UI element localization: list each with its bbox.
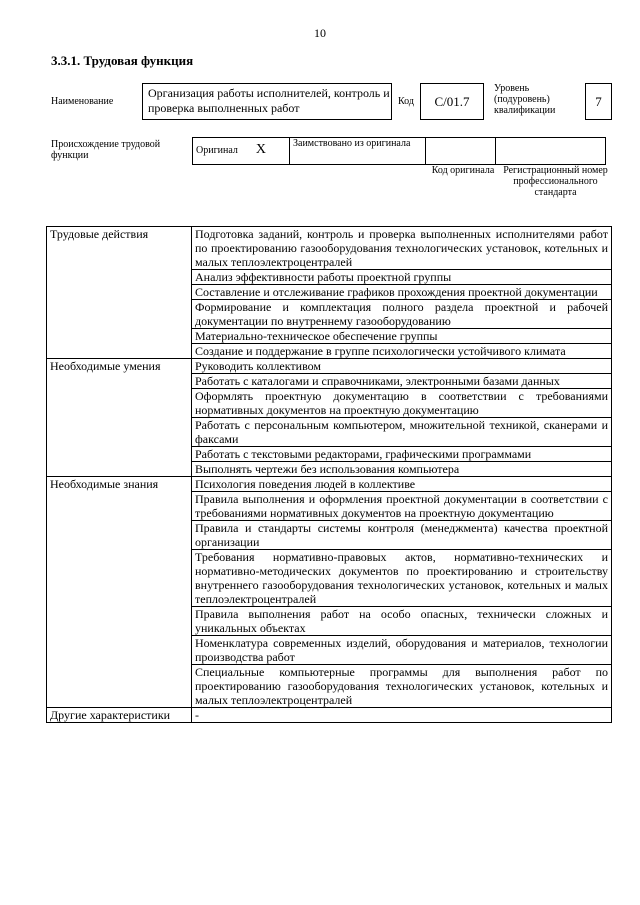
category-cell: Трудовые действия [47, 227, 192, 359]
item-cell: Подготовка заданий, контроль и проверка выполненных исполнителями работ по проектированию газооборудования технологических установок, котельных и малых теплоэлектроцентралей [192, 227, 612, 270]
reg-caption: Регистрационный номер профессионального стандарта [503, 165, 608, 198]
category-cell: Необходимые знания [47, 477, 192, 708]
original-label: Оригинал [196, 145, 238, 156]
origin-table [192, 137, 606, 165]
borrowed-label: Заимствовано из оригинала [290, 138, 426, 165]
item-cell: - [192, 708, 612, 723]
item-cell: Работать с каталогами и справочниками, электронными базами данных [192, 374, 612, 389]
code-caption: Код оригинала [431, 165, 495, 176]
origin-code-cell [426, 138, 496, 165]
item-cell: Создание и поддержание в группе психологически устойчивого климата [192, 344, 612, 359]
item-cell: Выполнять чертежи без использования компьютера [192, 462, 612, 477]
table-row [47, 227, 612, 270]
table-row [47, 477, 612, 492]
item-cell: Требования нормативно-правовых актов, нормативно-технических и нормативно-методических документов по проектированию и строительству внутреннего газооборудования технологических установок, котельных и малых теплоэлектроцентралей [192, 550, 612, 607]
item-cell: Работать с персональным компьютером, множительной техникой, сканерами и факсами [192, 418, 612, 447]
item-cell: Работать с текстовыми редакторами, графическими программами [192, 447, 612, 462]
item-cell: Правила и стандарты системы контроля (менеджмента) качества проектной организации [192, 521, 612, 550]
item-cell: Правила выполнения работ на особо опасных, технически сложных и уникальных объектах [192, 607, 612, 636]
original-mark: X [255, 142, 267, 157]
original-cell [193, 138, 290, 165]
name-label: Наименование [51, 96, 114, 107]
table-row [47, 359, 612, 374]
page-number: 10 [314, 26, 326, 40]
function-code: С/01.7 [420, 83, 484, 120]
function-name: Организация работы исполнителей, контроль и проверка выполненных работ [142, 83, 392, 120]
category-cell: Другие характеристики [47, 708, 192, 723]
item-cell: Анализ эффективности работы проектной группы [192, 270, 612, 285]
item-cell: Психология поведения людей в коллективе [192, 477, 612, 492]
code-label: Код [398, 96, 414, 107]
reg-number-cell [496, 138, 606, 165]
item-cell: Номенклатура современных изделий, оборудования и материалов, технологии производства работ [192, 636, 612, 665]
section-title: 3.3.1. Трудовая функция [51, 53, 194, 68]
item-cell: Формирование и комплектация полного раздела проектной и рабочей документации по внутреннему газооборудованию [192, 300, 612, 329]
item-cell: Составление и отслеживание графиков прохождения проектной документации [192, 285, 612, 300]
item-cell: Оформлять проектную документацию в соответствии с требованиями нормативных документов на проектную документацию [192, 389, 612, 418]
item-cell: Руководить коллективом [192, 359, 612, 374]
table-row [47, 708, 612, 723]
level-label: Уровень (подуровень) квалификации [494, 83, 556, 116]
origin-label: Происхождение трудовой функции [51, 139, 161, 161]
item-cell: Правила выполнения и оформления проектной документации в соответствии с требованиями нормативных документов на проектную документацию [192, 492, 612, 521]
item-cell: Материально-техническое обеспечение группы [192, 329, 612, 344]
item-cell: Специальные компьютерные программы для выполнения работ по проектированию газооборудования технологических установок, котельных и малых теплоэлектроцентралей [192, 665, 612, 708]
labor-function-table [46, 226, 612, 723]
qualification-level: 7 [585, 83, 612, 120]
category-cell: Необходимые умения [47, 359, 192, 477]
